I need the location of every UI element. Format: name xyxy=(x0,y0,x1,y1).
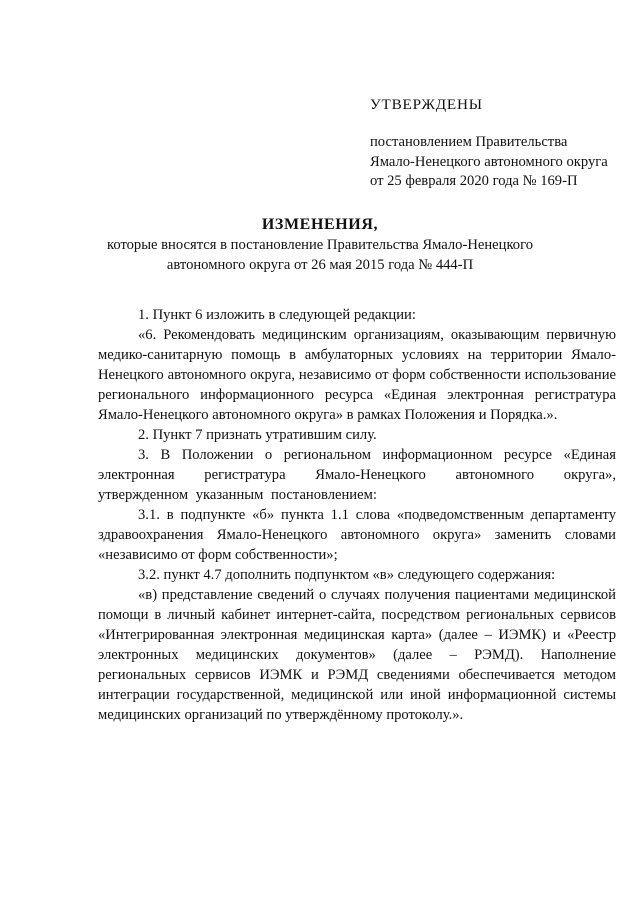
paragraph-3-2: 3.2. пункт 4.7 дополнить подпунктом «в» следующего содержания: xyxy=(138,567,556,583)
document-title: ИЗМЕНЕНИЯ, xyxy=(261,216,379,233)
subtitle-line: которые вносятся в постановление Правительства Ямало-Ненецкого xyxy=(106,237,534,253)
approval-line: постановлением Правительства xyxy=(370,134,568,150)
approval-line: от 25 февраля 2020 года № 169-П xyxy=(370,173,578,189)
paragraph-3-1: 3.1. в подпункте «б» пункта 1.1 слова «подведомственным департаменту здравоохранения Ямало-Ненецкого автономного округа» заменить словами «независимо от форм собственности»; xyxy=(98,507,616,563)
subtitle-line: автономного округа от 26 мая 2015 года № 444-П xyxy=(166,256,474,273)
paragraph-1-text: «6. Рекомендовать медицинским организациям, оказывающим первичную медико-санитарную помощь в амбулаторных условиях на территории Ямало-Ненецкого автономного округа, независимо от форм собственности использование регионального информационного ресурса «Единая электронная регистратура Ямало-Ненецкого автономного округа» в рамках Положения и Порядка.». xyxy=(98,327,616,423)
approved-heading: УТВЕРЖДЕНЫ xyxy=(370,96,483,113)
approval-reference xyxy=(370,133,608,192)
paragraph-3-2-text: «в) представление сведений о случаях получения пациентами медицинской помощи в личный кабинет интернет-сайта, посредством региональных сервисов «Интегрированная электронная медицинская карта» (далее – ИЭМК) и «Реестр электронных медицинских документов» (далее – РЭМД). Наполнение региональных сервисов ИЭМК и РЭМД сведениями обеспечивается методом интеграции государственной, медицинской или иной информационной системы медицинских организаций по утверждённому протоколу.». xyxy=(98,587,616,723)
document-body xyxy=(98,305,616,725)
paragraph-2: 2. Пункт 7 признать утратившим силу. xyxy=(138,427,377,443)
document-subtitle xyxy=(100,236,540,275)
approval-line: Ямало-Ненецкого автономного округа xyxy=(370,153,608,170)
paragraph-1: 1. Пункт 6 изложить в следующей редакции: xyxy=(138,307,416,323)
paragraph-3: 3. В Положении о региональном информационном ресурсе «Единая электронная регистратура Ямало-Ненецкого автономного округа», утвержденном указанным постановлением: xyxy=(98,447,616,503)
